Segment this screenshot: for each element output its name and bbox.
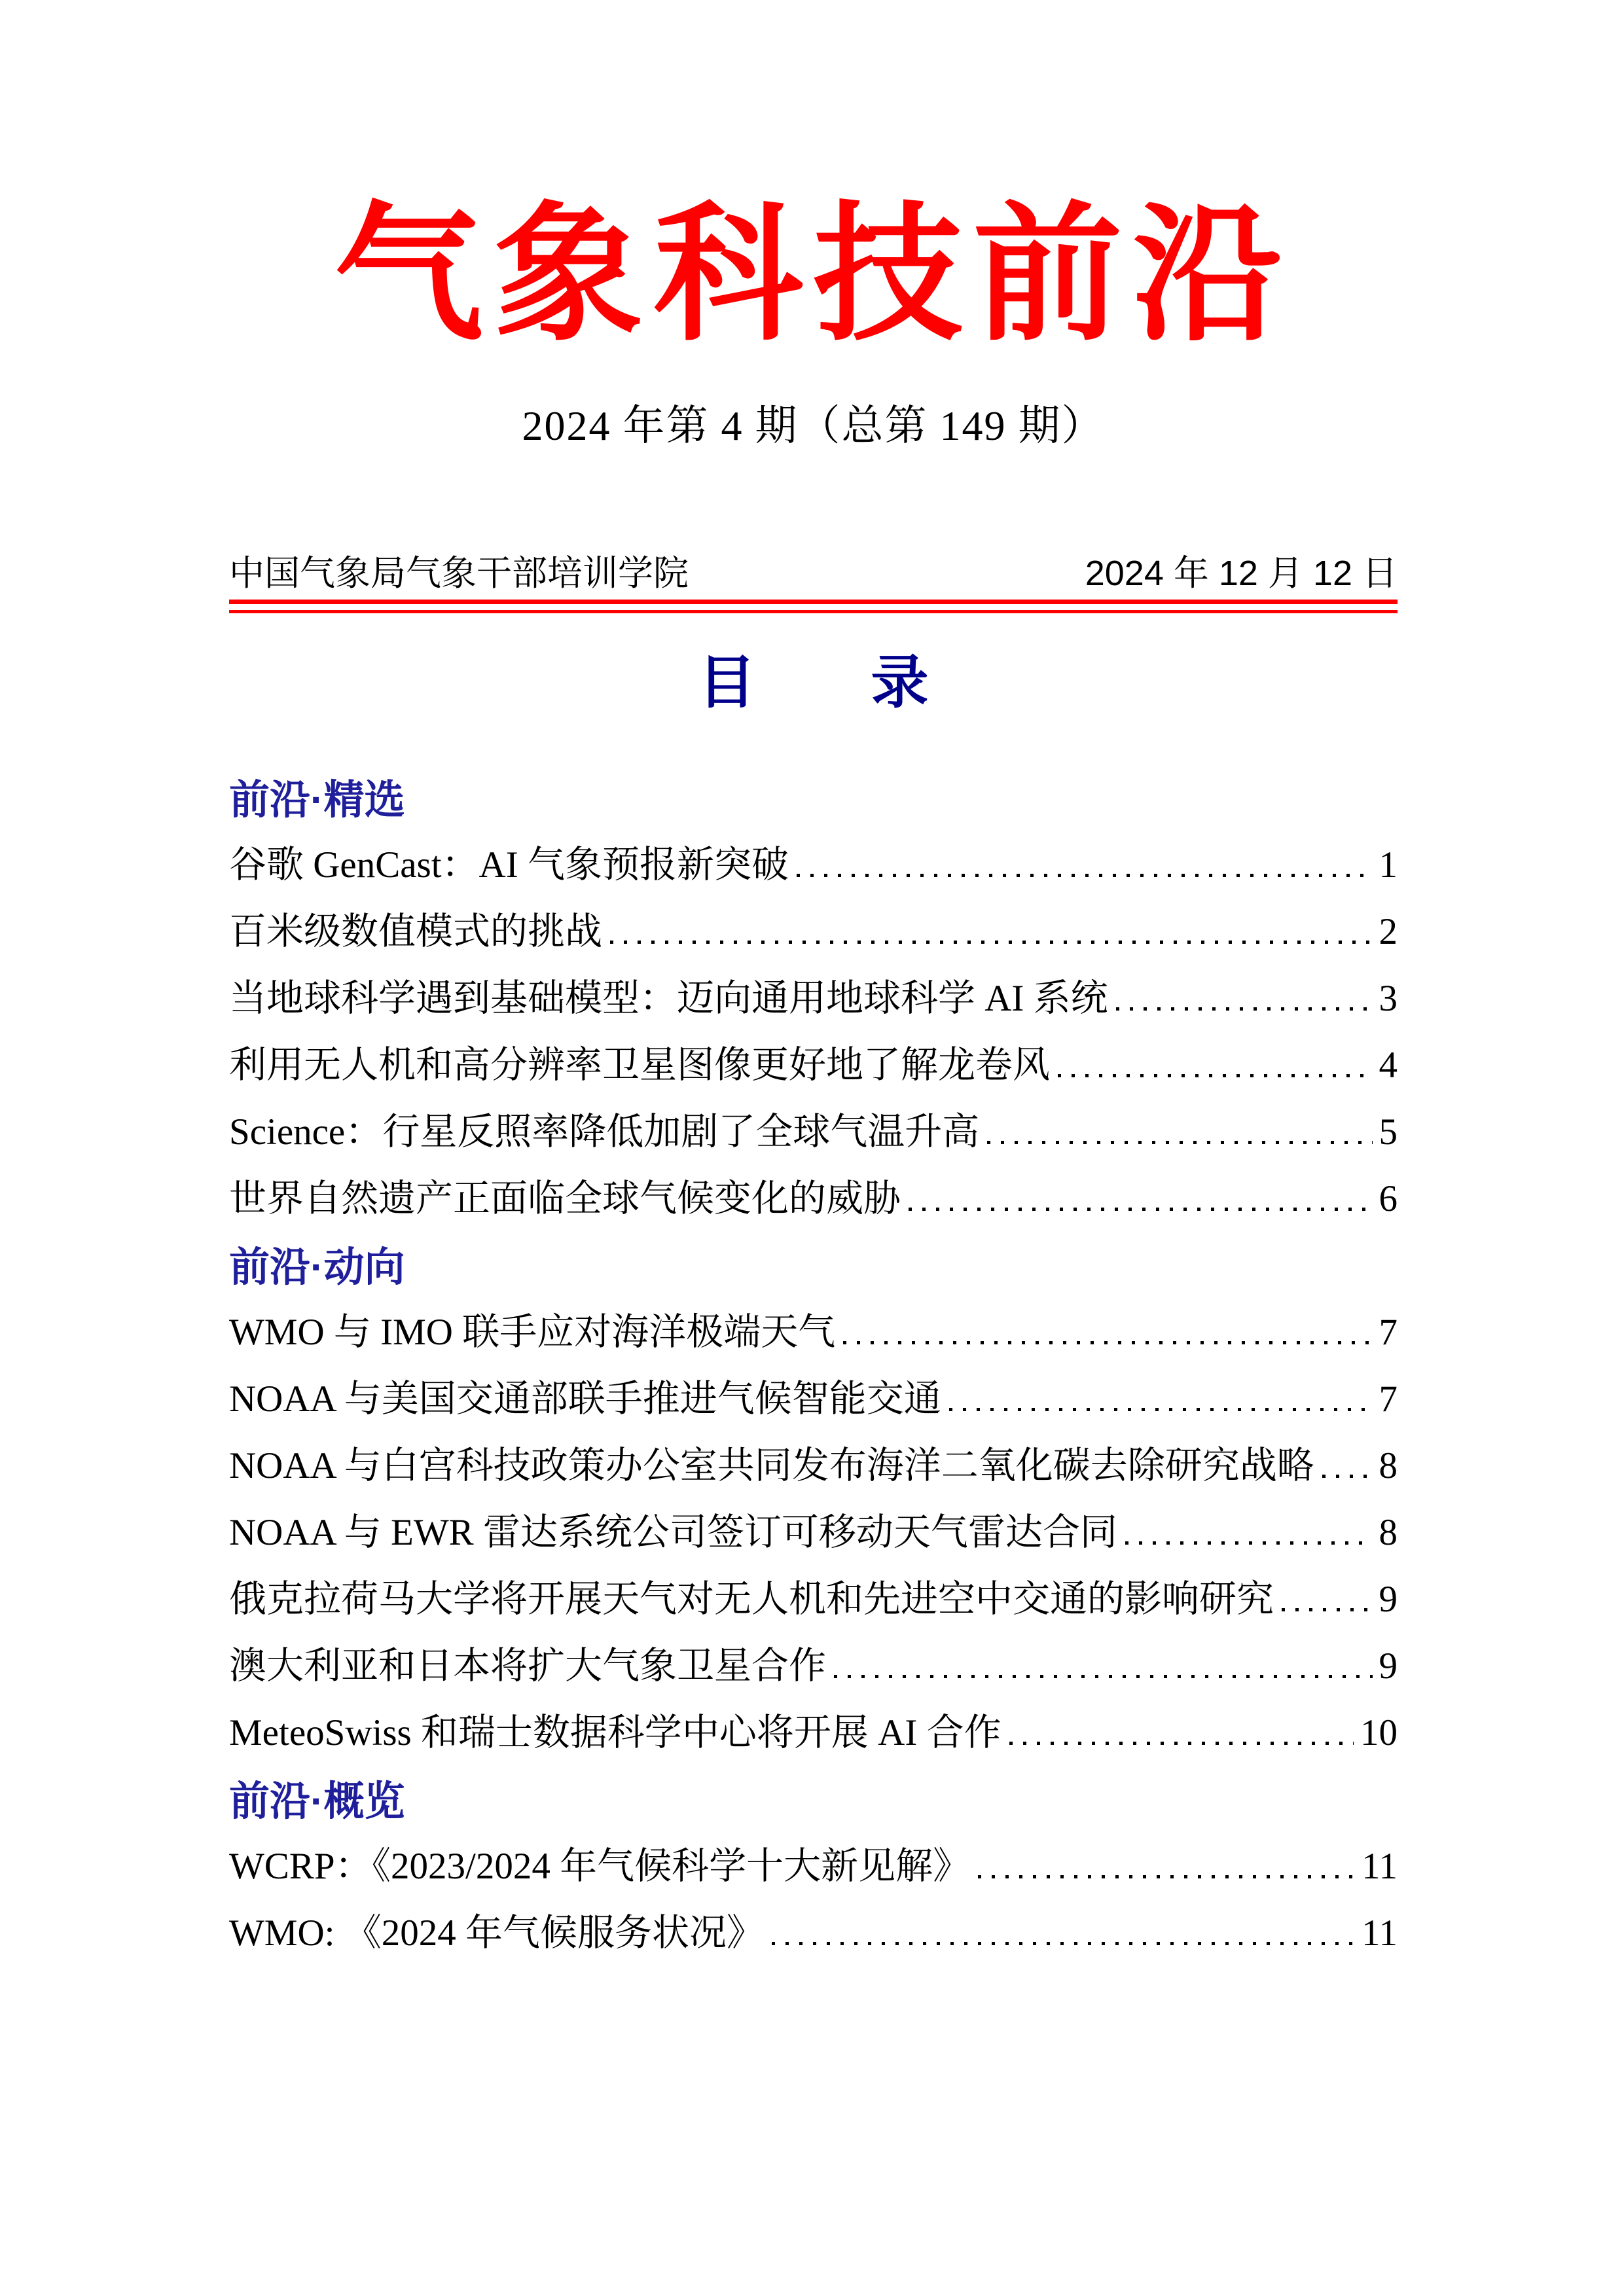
publication-date: 2024 年 12 月 12 日	[1085, 554, 1398, 594]
toc-item	[229, 1845, 1398, 1912]
toc-page-number: 6	[1379, 1178, 1398, 1220]
toc-section-heading: 前沿·动向	[229, 1245, 405, 1291]
toc-item	[229, 1044, 1398, 1111]
toc-page-number: 4	[1379, 1045, 1398, 1086]
toc-page-number: 5	[1379, 1111, 1398, 1153]
toc-item	[229, 1444, 1398, 1511]
toc-dot-leader	[843, 1341, 1372, 1344]
toc-page-number: 11	[1362, 1846, 1398, 1888]
double-red-rule	[229, 600, 1398, 613]
toc-page-number: 1	[1379, 844, 1398, 886]
toc-item-label: 俄克拉荷马大学将开展天气对无人机和先进空中交通的影响研究	[229, 1579, 1274, 1621]
toc-dot-leader	[1322, 1475, 1373, 1478]
toc-item-label: 百米级数值模式的挑战	[229, 911, 602, 953]
toc-item	[229, 844, 1398, 910]
toc-item	[229, 1645, 1398, 1712]
toc-page-number: 3	[1379, 978, 1398, 1020]
toc-dot-leader	[1125, 1541, 1373, 1545]
toc-page-number: 8	[1379, 1512, 1398, 1554]
toc-dot-leader	[772, 1942, 1355, 1945]
toc-page-number: 9	[1379, 1579, 1398, 1621]
toc-item	[229, 977, 1398, 1044]
toc-dot-leader	[797, 874, 1373, 877]
toc-item	[229, 1378, 1398, 1444]
toc-item-label: NOAA 与美国交通部联手推进气候智能交通	[229, 1378, 941, 1420]
toc-item-label: 谷歌 GenCast：AI 气象预报新突破	[229, 844, 789, 886]
toc-item-label: NOAA 与 EWR 雷达系统公司签订可移动天气雷达合同	[229, 1512, 1117, 1554]
organization-name: 中国气象局气象干部培训学院	[229, 554, 689, 594]
toc-page-number: 7	[1379, 1312, 1398, 1354]
toc-section-heading: 前沿·概览	[229, 1779, 405, 1825]
toc-page-number: 9	[1379, 1645, 1398, 1687]
toc-section-heading: 前沿·精选	[229, 778, 405, 823]
toc-item	[229, 910, 1398, 977]
toc-item-label: WMO: 《2024 年气候服务状况》	[229, 1912, 764, 1954]
toc	[229, 777, 1398, 1979]
toc-dot-leader	[987, 1141, 1372, 1144]
toc-item	[229, 1111, 1398, 1177]
toc-item	[229, 1578, 1398, 1645]
toc-item	[229, 1511, 1398, 1578]
toc-title: 目 录	[698, 652, 929, 716]
toc-page-number: 2	[1379, 911, 1398, 953]
masthead-row	[229, 554, 1398, 594]
toc-item-label: 利用无人机和高分辨率卫星图像更好地了解龙卷风	[229, 1045, 1050, 1086]
toc-dot-leader	[610, 941, 1373, 944]
toc-dot-leader	[909, 1208, 1373, 1211]
toc-page-number: 7	[1379, 1378, 1398, 1420]
toc-item	[229, 1712, 1398, 1778]
toc-dot-leader	[834, 1675, 1373, 1678]
toc-item-label: 当地球科学遇到基础模型：迈向通用地球科学 AI 系统	[229, 978, 1108, 1020]
toc-page-number: 8	[1379, 1445, 1398, 1487]
toc-item-label: WCRP：《2023/2024 年气候科学十大新见解》	[229, 1846, 971, 1888]
toc-dot-leader	[1282, 1608, 1373, 1611]
toc-dot-leader	[1009, 1742, 1354, 1745]
toc-item-label: MeteoSwiss 和瑞士数据科学中心将开展 AI 合作	[229, 1712, 1001, 1754]
publication-title: 气象科技前沿	[334, 186, 1293, 361]
toc-item	[229, 1912, 1398, 1979]
toc-item-label: WMO 与 IMO 联手应对海洋极端天气	[229, 1312, 836, 1354]
toc-page-number: 11	[1362, 1912, 1398, 1954]
toc-dot-leader	[978, 1875, 1355, 1878]
toc-item	[229, 1311, 1398, 1378]
toc-item-label: 世界自然遗产正面临全球气候变化的威胁	[229, 1178, 901, 1220]
toc-dot-leader	[1058, 1074, 1373, 1077]
toc-item-label: Science：行星反照率降低加剧了全球气温升高	[229, 1111, 980, 1153]
toc-dot-leader	[949, 1408, 1373, 1411]
toc-page-number: 10	[1360, 1712, 1398, 1754]
issue-number-line: 2024 年第 4 期（总第 149 期）	[522, 403, 1105, 450]
toc-item	[229, 1177, 1398, 1244]
toc-item-label: 澳大利亚和日本将扩大气象卫星合作	[229, 1645, 826, 1687]
toc-dot-leader	[1116, 1007, 1373, 1011]
toc-item-label: NOAA 与白宫科技政策办公室共同发布海洋二氧化碳去除研究战略	[229, 1445, 1314, 1487]
